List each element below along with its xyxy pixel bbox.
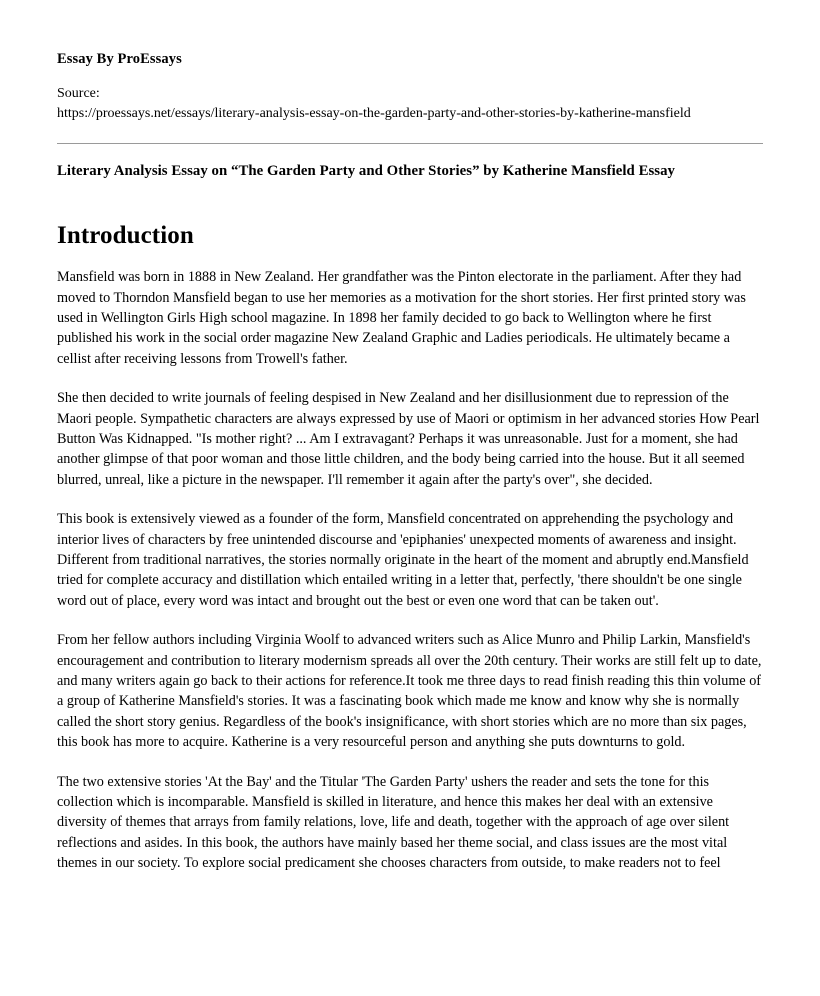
document-content bbox=[57, 50, 764, 874]
source-url[interactable]: https://proessays.net/essays/literary-analysis-essay-on-the-garden-party-and-other-stories-by-katherine-mansfield bbox=[57, 105, 691, 121]
paragraph: From her fellow authors including Virginia Woolf to advanced writers such as Alice Munro and Philip Larkin, Mansfield's encouragement and contribution to literary modernism spreads all over the 20th century. Their works are still felt up to date, and many writers again go back to their actions for reference.It took me three days to read finish reading this thin volume of a group of Katherine Mansfield's stories. It was a fascinating book which made me know and know why she is normally called the short story genius. Regardless of the book's insignificance, with short stories which are no more than six pages, this book has more to acquire. Katherine is a very resourceful person and anything she puts downturns to gold. bbox=[57, 632, 762, 751]
header-divider bbox=[57, 143, 763, 144]
paragraph: She then decided to write journals of feeling despised in New Zealand and her disillusionment due to repression of the Maori people. Sympathetic characters are always expressed by use of Maori or optimism in her advanced stories How Pearl Button Was Kidnapped. "Is mother right? ... Am I extravagant? Perhaps it was unreasonable. Just for a moment, she had another glimpse of that poor woman and those little children, and the body being carried into the house. But it all seemed blurred, unreal, like a picture in the newspaper. I'll remember it again after the party's over", she decided. bbox=[57, 390, 760, 488]
body-copy bbox=[57, 267, 764, 874]
paragraph: The two extensive stories 'At the Bay' and the Titular 'The Garden Party' ushers the reader and sets the tone for this collection which is incomparable. Mansfield is skilled in literature, and hence this makes her deal with an extensive diversity of themes that arrays from family relations, love, life and death, together with the approach of age over silent reflections and asides. In this book, the authors have mainly based her theme social, and class issues are the most vital themes in our society. To explore social predicament she chooses characters from outside, to make readers not to feel bbox=[57, 773, 730, 872]
paragraph: This book is extensively viewed as a founder of the form, Mansfield concentrated on apprehending the psychology and interior lives of characters by free unintended discourse and 'epiphanies' unexpected moments of awareness and insight. Different from traditional narratives, the stories normally originate in the heart of the moment and abruptly end.Mansfield tried for complete accuracy and distillation which entailed writing in a letter that, perfectly, 'there shouldn't be one single word out of place, every word was intact and brought out the best or even one word that can be taken out'. bbox=[57, 511, 749, 609]
section-heading-introduction: Introduction bbox=[57, 222, 194, 250]
site-name-heading: Essay By ProEssays bbox=[57, 51, 182, 67]
page-title: Literary Analysis Essay on “The Garden Party and Other Stories” by Katherine Mansfield Essay bbox=[57, 163, 676, 180]
source-label: Source: bbox=[57, 86, 100, 102]
source-block bbox=[57, 84, 764, 123]
paragraph: Mansfield was born in 1888 in New Zealand. Her grandfather was the Pinton electorate in the parliament. After they had moved to Thorndon Mansfield began to use her memories as a motivation for the short stories. Her first printed story was used in Wellington Girls High school magazine. In 1898 her family decided to go back to Wellington where he first published his work in the social order magazine New Zealand Graphic and Ladies periodicals. He ultimately became a cellist after receiving lessons from Trowell's father. bbox=[57, 269, 746, 367]
